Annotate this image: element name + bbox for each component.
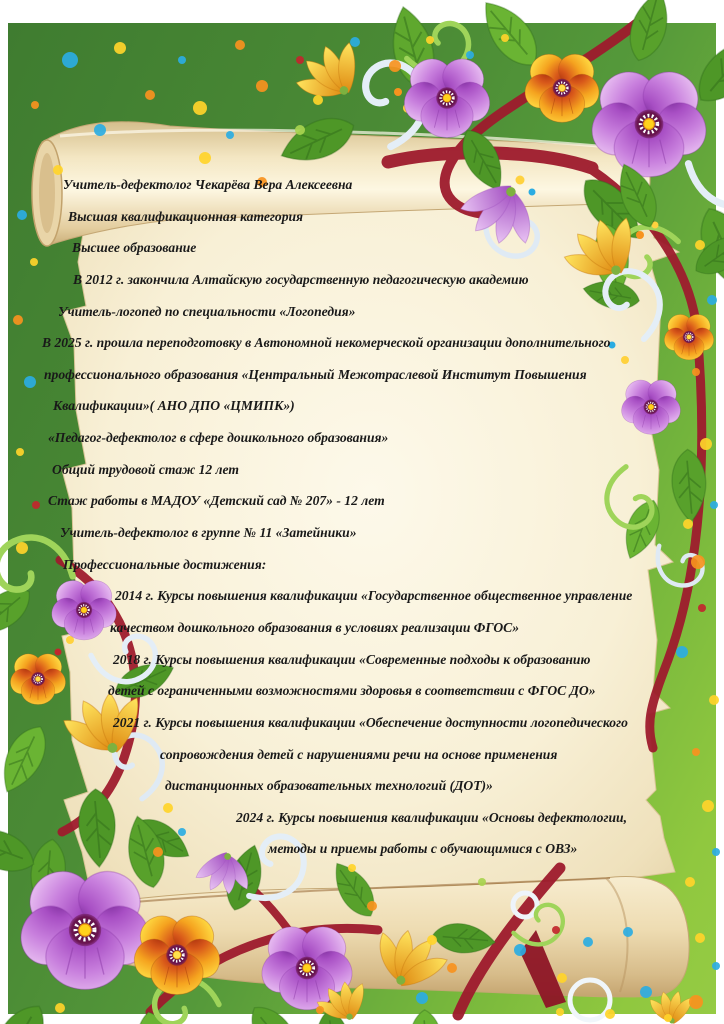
text-line: Учитель-дефектолог Чекарёва Вера Алексеевна bbox=[63, 177, 353, 192]
text-line: В 2025 г. прошла переподготовку в Автономной некомерческой организации дополнительного bbox=[42, 335, 611, 351]
confetti-dot bbox=[623, 927, 633, 937]
text-line: 2021 г. Курсы повышения квалификации «Обеспечение доступности логопедического bbox=[113, 714, 628, 730]
confetti-dot bbox=[145, 90, 155, 100]
confetti-dot bbox=[552, 926, 560, 934]
text-line: «Педагог-дефектолог в сфере дошкольного образования» bbox=[48, 430, 389, 446]
text-line: Учитель-логопед по специальности «Логопедия» bbox=[58, 303, 356, 319]
confetti-dot bbox=[313, 95, 323, 105]
text-line: Стаж работы в МАДОУ «Детский сад № 207» - 12 лет bbox=[48, 493, 385, 509]
confetti-dot bbox=[466, 51, 474, 59]
confetti-dot bbox=[296, 56, 304, 64]
confetti-dot bbox=[426, 36, 434, 44]
confetti-dot bbox=[256, 80, 268, 92]
flower-leaf bbox=[0, 996, 54, 1024]
document-text bbox=[0, 176, 724, 872]
text-line: детей с ограниченными возможностями здоровья в соответствии с ФГОС ДО» bbox=[108, 683, 596, 699]
confetti-dot bbox=[235, 40, 245, 50]
confetti-dot bbox=[712, 962, 720, 970]
confetti-dot bbox=[94, 124, 106, 136]
confetti-dot bbox=[316, 1006, 324, 1014]
confetti-dot bbox=[556, 1008, 564, 1016]
confetti-dot bbox=[226, 131, 234, 139]
confetti-dot bbox=[416, 992, 428, 1004]
berry-dot bbox=[394, 88, 402, 96]
text-line: дистанционных образовательных технологий (ДОТ)» bbox=[165, 778, 493, 794]
text-line: 2024 г. Курсы повышения квалификации «Основы дефектологии, bbox=[236, 809, 627, 825]
text-line: В 2012 г. закончила Алтайскую государственную педагогическую академию bbox=[73, 271, 529, 287]
confetti-dot bbox=[31, 101, 39, 109]
text-line: Общий трудовой стаж 12 лет bbox=[52, 461, 239, 477]
text-line: качеством дошкольного образования в условиях реализации ФГОС» bbox=[110, 619, 520, 635]
confetti-dot bbox=[557, 973, 567, 983]
confetti-dot bbox=[199, 152, 211, 164]
text-line: Квалификации»( АНО ДПО «ЦМИПК») bbox=[53, 398, 295, 414]
text-line: 2018 г. Курсы повышения квалификации «Современные подходы к образованию bbox=[113, 651, 591, 667]
text-line: Высшая квалификационная категория bbox=[68, 208, 304, 224]
confetti-dot bbox=[640, 986, 652, 998]
flower-leaf bbox=[408, 1009, 445, 1024]
confetti-dot bbox=[367, 901, 377, 911]
confetti-dot bbox=[350, 37, 360, 47]
confetti-dot bbox=[605, 1009, 615, 1019]
text-line: Профессиональные достижения: bbox=[63, 556, 267, 572]
text-line: 2014 г. Курсы повышения квалификации «Государственное общественное управление bbox=[115, 588, 633, 604]
confetti-dot bbox=[478, 878, 486, 886]
confetti-dot bbox=[685, 877, 695, 887]
confetti-dot bbox=[55, 1003, 65, 1013]
text-line: методы и приемы работы с обучающимися с ОВЗ» bbox=[268, 841, 578, 857]
confetti-dot bbox=[427, 935, 437, 945]
confetti-dot bbox=[689, 995, 703, 1009]
flower-leaf bbox=[624, 0, 675, 65]
confetti-dot bbox=[114, 42, 126, 54]
confetti-dot bbox=[178, 56, 186, 64]
confetti-dot bbox=[295, 125, 305, 135]
confetti-dot bbox=[514, 944, 526, 956]
confetti-dot bbox=[664, 1014, 672, 1022]
confetti-dot bbox=[62, 52, 78, 68]
text-line: Высшее образование bbox=[72, 240, 197, 256]
confetti-dot bbox=[583, 937, 593, 947]
confetti-dot bbox=[53, 165, 63, 175]
confetti-dot bbox=[389, 60, 401, 72]
confetti-dot bbox=[695, 933, 705, 943]
text-line: сопровождения детей с нарушениями речи на основе применения bbox=[160, 746, 558, 762]
text-line: Учитель-дефектолог в группе № 11 «Затейники» bbox=[60, 525, 357, 541]
confetti-dot bbox=[447, 963, 457, 973]
text-line: профессионального образования «Центральный Межотраслевой Институт Повышения bbox=[44, 366, 587, 382]
confetti-dot bbox=[501, 34, 509, 42]
confetti-dot bbox=[193, 101, 207, 115]
